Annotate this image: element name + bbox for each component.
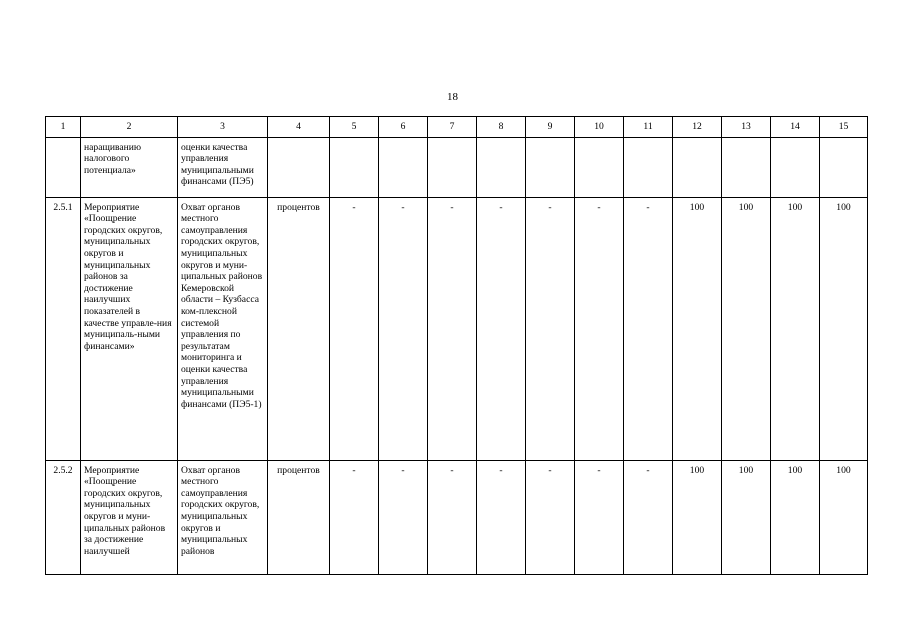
column-header: 11 — [624, 117, 673, 138]
value-cell: - — [624, 197, 673, 460]
column-header: 1 — [46, 117, 81, 138]
column-header: 13 — [722, 117, 771, 138]
value-cell: 100 — [673, 197, 722, 460]
value-cell: - — [428, 460, 477, 574]
value-cell — [526, 137, 575, 197]
value-cell: - — [526, 197, 575, 460]
column-header: 10 — [575, 117, 624, 138]
value-cell: 100 — [722, 197, 771, 460]
indicator-name: Охват органов местного самоуправления городских округов, муниципальных округов и муниципальных районов — [178, 460, 268, 574]
value-cell: 100 — [771, 197, 820, 460]
table-row — [46, 197, 868, 460]
measure-name: Мероприятие «Поощрение городских округов, муниципальных округов и муни-ципальных районов за достижение наилучшей — [81, 460, 178, 574]
row-number: 2.5.2 — [46, 460, 81, 574]
column-number-row — [46, 117, 868, 138]
value-cell: 100 — [771, 460, 820, 574]
value-cell — [379, 137, 428, 197]
table-row — [46, 460, 868, 574]
value-cell: - — [330, 460, 379, 574]
table-row — [46, 137, 868, 197]
column-header: 15 — [820, 117, 868, 138]
value-cell — [771, 137, 820, 197]
value-cell: - — [477, 460, 526, 574]
value-cell: - — [575, 460, 624, 574]
column-header: 6 — [379, 117, 428, 138]
value-cell: 100 — [673, 460, 722, 574]
column-header: 4 — [268, 117, 330, 138]
value-cell: - — [428, 197, 477, 460]
row-number: 2.5.1 — [46, 197, 81, 460]
column-header: 9 — [526, 117, 575, 138]
value-cell — [722, 137, 771, 197]
column-header: 14 — [771, 117, 820, 138]
column-header: 12 — [673, 117, 722, 138]
unit: процентов — [268, 460, 330, 574]
value-cell: - — [379, 460, 428, 574]
value-cell: 100 — [820, 197, 868, 460]
column-header: 5 — [330, 117, 379, 138]
column-header: 8 — [477, 117, 526, 138]
value-cell: - — [526, 460, 575, 574]
indicator-name: Охват органов местного самоуправления городских округов, муниципальных округов и муни-ципальных районов Кемеровской области – Кузбасса ком-плексной системой управления по результатам мониторинга и оценки качества управления муниципальными финансами (ПЭ5-1) — [178, 197, 268, 460]
column-header: 3 — [178, 117, 268, 138]
value-cell — [820, 137, 868, 197]
column-header: 7 — [428, 117, 477, 138]
page-number: 18 — [447, 91, 458, 103]
value-cell: 100 — [820, 460, 868, 574]
value-cell: - — [575, 197, 624, 460]
measure-name: наращиванию налогового потенциала» — [81, 137, 178, 197]
value-cell — [575, 137, 624, 197]
indicators-table — [45, 116, 868, 575]
unit — [268, 137, 330, 197]
value-cell — [477, 137, 526, 197]
value-cell — [428, 137, 477, 197]
row-number — [46, 137, 81, 197]
value-cell: - — [330, 197, 379, 460]
unit: процентов — [268, 197, 330, 460]
column-header: 2 — [81, 117, 178, 138]
value-cell: - — [624, 460, 673, 574]
indicator-name: оценки качества управления муниципальными финансами (ПЭ5) — [178, 137, 268, 197]
value-cell: - — [477, 197, 526, 460]
value-cell — [330, 137, 379, 197]
value-cell — [673, 137, 722, 197]
value-cell — [624, 137, 673, 197]
measure-name: Мероприятие «Поощрение городских округов, муниципальных округов и муниципальных районов за достижение наилучших показателей в качестве управле-ния муниципаль-ными финансами» — [81, 197, 178, 460]
value-cell: - — [379, 197, 428, 460]
value-cell: 100 — [722, 460, 771, 574]
